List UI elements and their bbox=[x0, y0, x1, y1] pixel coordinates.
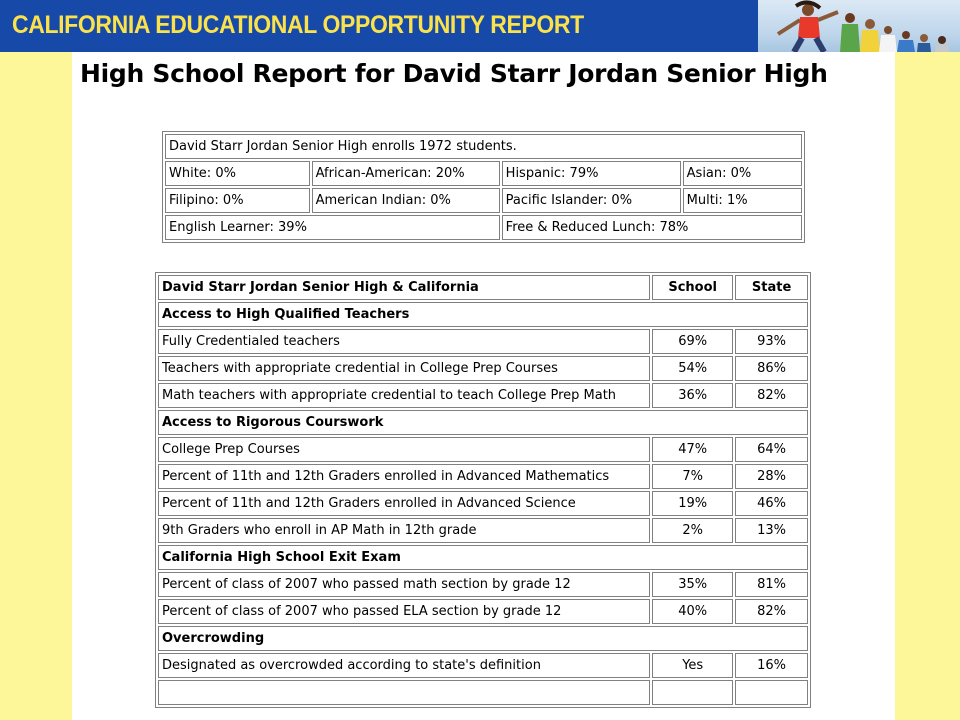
report-banner bbox=[0, 0, 960, 52]
banner-title: CALIFORNIA EDUCATIONAL OPPORTUNITY REPORT bbox=[12, 11, 584, 39]
free-reduced-lunch-cell: Free & Reduced Lunch: 78% bbox=[502, 215, 802, 240]
row-label: Math teachers with appropriate credential to teach College Prep Math bbox=[158, 383, 650, 408]
table-row bbox=[158, 599, 808, 624]
table-row bbox=[158, 572, 808, 597]
state-value: 81% bbox=[735, 572, 808, 597]
section-title: California High School Exit Exam bbox=[158, 545, 808, 570]
pacific-islander-cell: Pacific Islander: 0% bbox=[502, 188, 681, 213]
banner-students-photo bbox=[758, 0, 960, 52]
american-indian-cell: American Indian: 0% bbox=[312, 188, 500, 213]
table-header-row bbox=[158, 275, 808, 300]
section-title: Access to Rigorous Courswork bbox=[158, 410, 808, 435]
page-title: High School Report for David Starr Jordan Senior High bbox=[80, 59, 828, 88]
school-value bbox=[652, 680, 733, 705]
section-header-row bbox=[158, 302, 808, 327]
section-header-row bbox=[158, 626, 808, 651]
table-row bbox=[158, 464, 808, 489]
filipino-cell: Filipino: 0% bbox=[165, 188, 310, 213]
table-row bbox=[165, 188, 802, 213]
english-learner-cell: English Learner: 39% bbox=[165, 215, 500, 240]
school-value: 2% bbox=[652, 518, 733, 543]
section-header-row bbox=[158, 545, 808, 570]
state-value bbox=[735, 680, 808, 705]
hispanic-cell: Hispanic: 79% bbox=[502, 161, 681, 186]
section-header-row bbox=[158, 410, 808, 435]
state-value: 28% bbox=[735, 464, 808, 489]
school-value: 40% bbox=[652, 599, 733, 624]
state-value: 13% bbox=[735, 518, 808, 543]
school-value: 47% bbox=[652, 437, 733, 462]
table-row bbox=[165, 215, 802, 240]
state-value: 16% bbox=[735, 653, 808, 678]
table-row bbox=[158, 383, 808, 408]
row-label: Teachers with appropriate credential in College Prep Courses bbox=[158, 356, 650, 381]
table-row bbox=[158, 491, 808, 516]
demographics-table bbox=[162, 131, 805, 243]
table-row bbox=[158, 356, 808, 381]
state-value: 93% bbox=[735, 329, 808, 354]
school-value: Yes bbox=[652, 653, 733, 678]
section-title: Overcrowding bbox=[158, 626, 808, 651]
state-value: 64% bbox=[735, 437, 808, 462]
row-label: Designated as overcrowded according to state's definition bbox=[158, 653, 650, 678]
school-value: 54% bbox=[652, 356, 733, 381]
state-column-header: State bbox=[735, 275, 808, 300]
row-label: Percent of class of 2007 who passed math section by grade 12 bbox=[158, 572, 650, 597]
comparison-header-label: David Starr Jordan Senior High & California bbox=[158, 275, 650, 300]
state-value: 82% bbox=[735, 599, 808, 624]
state-value: 46% bbox=[735, 491, 808, 516]
table-row bbox=[158, 680, 808, 705]
multi-cell: Multi: 1% bbox=[683, 188, 802, 213]
state-value: 86% bbox=[735, 356, 808, 381]
report-page bbox=[72, 52, 895, 720]
row-label: Percent of class of 2007 who passed ELA section by grade 12 bbox=[158, 599, 650, 624]
table-row bbox=[158, 437, 808, 462]
row-label: Percent of 11th and 12th Graders enrolled in Advanced Science bbox=[158, 491, 650, 516]
table-row bbox=[158, 329, 808, 354]
table-row bbox=[158, 653, 808, 678]
comparison-table bbox=[155, 272, 811, 708]
school-value: 69% bbox=[652, 329, 733, 354]
row-label: College Prep Courses bbox=[158, 437, 650, 462]
school-value: 7% bbox=[652, 464, 733, 489]
table-row bbox=[165, 134, 802, 159]
school-column-header: School bbox=[652, 275, 733, 300]
row-label bbox=[158, 680, 650, 705]
school-value: 36% bbox=[652, 383, 733, 408]
enrollment-cell: David Starr Jordan Senior High enrolls 1972 students. bbox=[165, 134, 802, 159]
school-value: 19% bbox=[652, 491, 733, 516]
table-row bbox=[158, 518, 808, 543]
section-title: Access to High Qualified Teachers bbox=[158, 302, 808, 327]
row-label: Percent of 11th and 12th Graders enrolled in Advanced Mathematics bbox=[158, 464, 650, 489]
white-cell: White: 0% bbox=[165, 161, 310, 186]
table-row bbox=[165, 161, 802, 186]
row-label: 9th Graders who enroll in AP Math in 12th grade bbox=[158, 518, 650, 543]
african-american-cell: African-American: 20% bbox=[312, 161, 500, 186]
school-value: 35% bbox=[652, 572, 733, 597]
state-value: 82% bbox=[735, 383, 808, 408]
asian-cell: Asian: 0% bbox=[683, 161, 802, 186]
row-label: Fully Credentialed teachers bbox=[158, 329, 650, 354]
